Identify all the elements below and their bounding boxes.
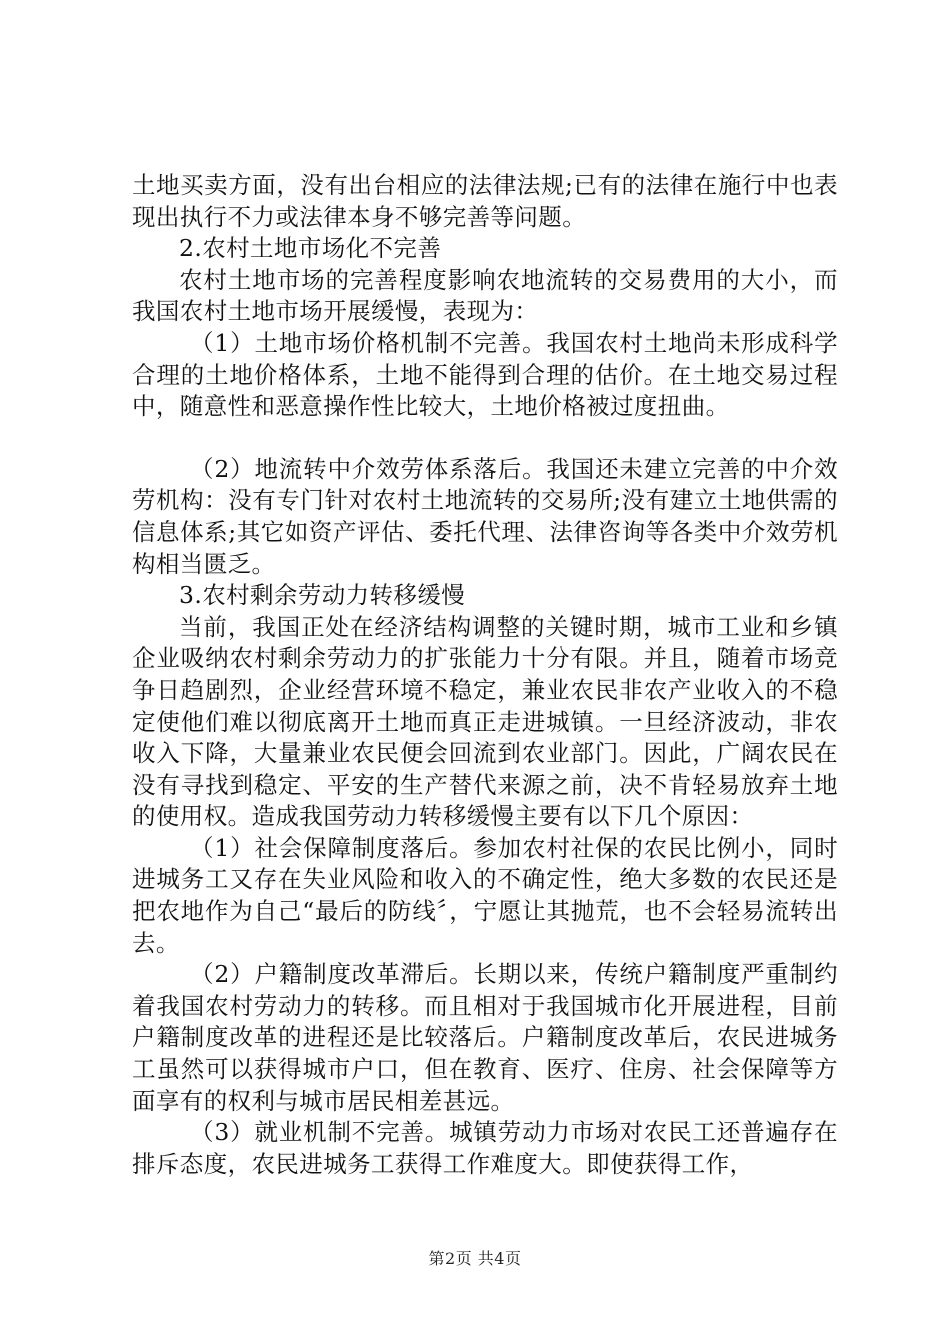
document-body (132, 170, 838, 1180)
paragraph: 农村土地市场的完善程度影响农地流转的交易费用的大小，而我国农村土地市场开展缓慢，表现为： (132, 265, 838, 326)
list-item-paragraph: （1）土地市场价格机制不完善。我国农村土地尚未形成科学合理的土地价格体系，土地不能得到合理的估价。在土地交易过程中，随意性和恶意操作性比较大，土地价格被过度扭曲。 (132, 328, 838, 421)
paragraph: 当前，我国正处在经济结构调整的关键时期，城市工业和乡镇企业吸纳农村剩余劳动力的扩张能力十分有限。并且，随着市场竞争日趋剧烈，企业经营环境不稳定，兼业农民非农产业收入的不稳定使他们难以彻底离开土地而真正走进城镇。一旦经济波动，非农收入下降，大量兼业农民便会回流到农业部门。因此，广阔农民在没有寻找到稳定、平安的生产替代来源之前，决不肯轻易放弃土地的使用权。造成我国劳动力转移缓慢主要有以下几个原因： (132, 612, 838, 831)
list-item-paragraph: （1）社会保障制度落后。参加农村社保的农民比例小，同时进城务工又存在失业风险和收入的不确定性，绝大多数的农民还是把农地作为自己“最后的防线〞，宁愿让其抛荒，也不会轻易流转出去。 (132, 833, 838, 957)
page-footer (0, 1246, 950, 1269)
section-heading-3: 3.农村剩余劳动力转移缓慢 (179, 581, 466, 610)
list-item-paragraph: （2）户籍制度改革滞后。长期以来，传统户籍制度严重制约着我国农村劳动力的转移。而且相对于我国城市化开展进程，目前户籍制度改革的进程还是比较落后。户籍制度改革后，农民进城务工虽然可以获得城市户口，但在教育、医疗、住房、社会保障等方面享有的权利与城市居民相差甚远。 (132, 960, 838, 1115)
section-heading-2: 2.农村土地市场化不完善 (179, 234, 442, 263)
paragraph-continuation: 土地买卖方面，没有出台相应的法律法规;已有的法律在施行中也表现出执行不力或法律本身不够完善等问题。 (132, 171, 838, 231)
page-number: 第2页 共4页 (428, 1249, 522, 1268)
list-item-paragraph: （3）就业机制不完善。城镇劳动力市场对农民工还普遍存在排斥态度，农民进城务工获得工作难度大。即使获得工作， (132, 1118, 838, 1178)
list-item-paragraph: （2）地流转中介效劳体系落后。我国还未建立完善的中介效劳机构：没有专门针对农村土地流转的交易所;没有建立土地供需的信息体系;其它如资产评估、委托代理、法律咨询等各类中介效劳机构相当匮乏。 (132, 454, 838, 578)
